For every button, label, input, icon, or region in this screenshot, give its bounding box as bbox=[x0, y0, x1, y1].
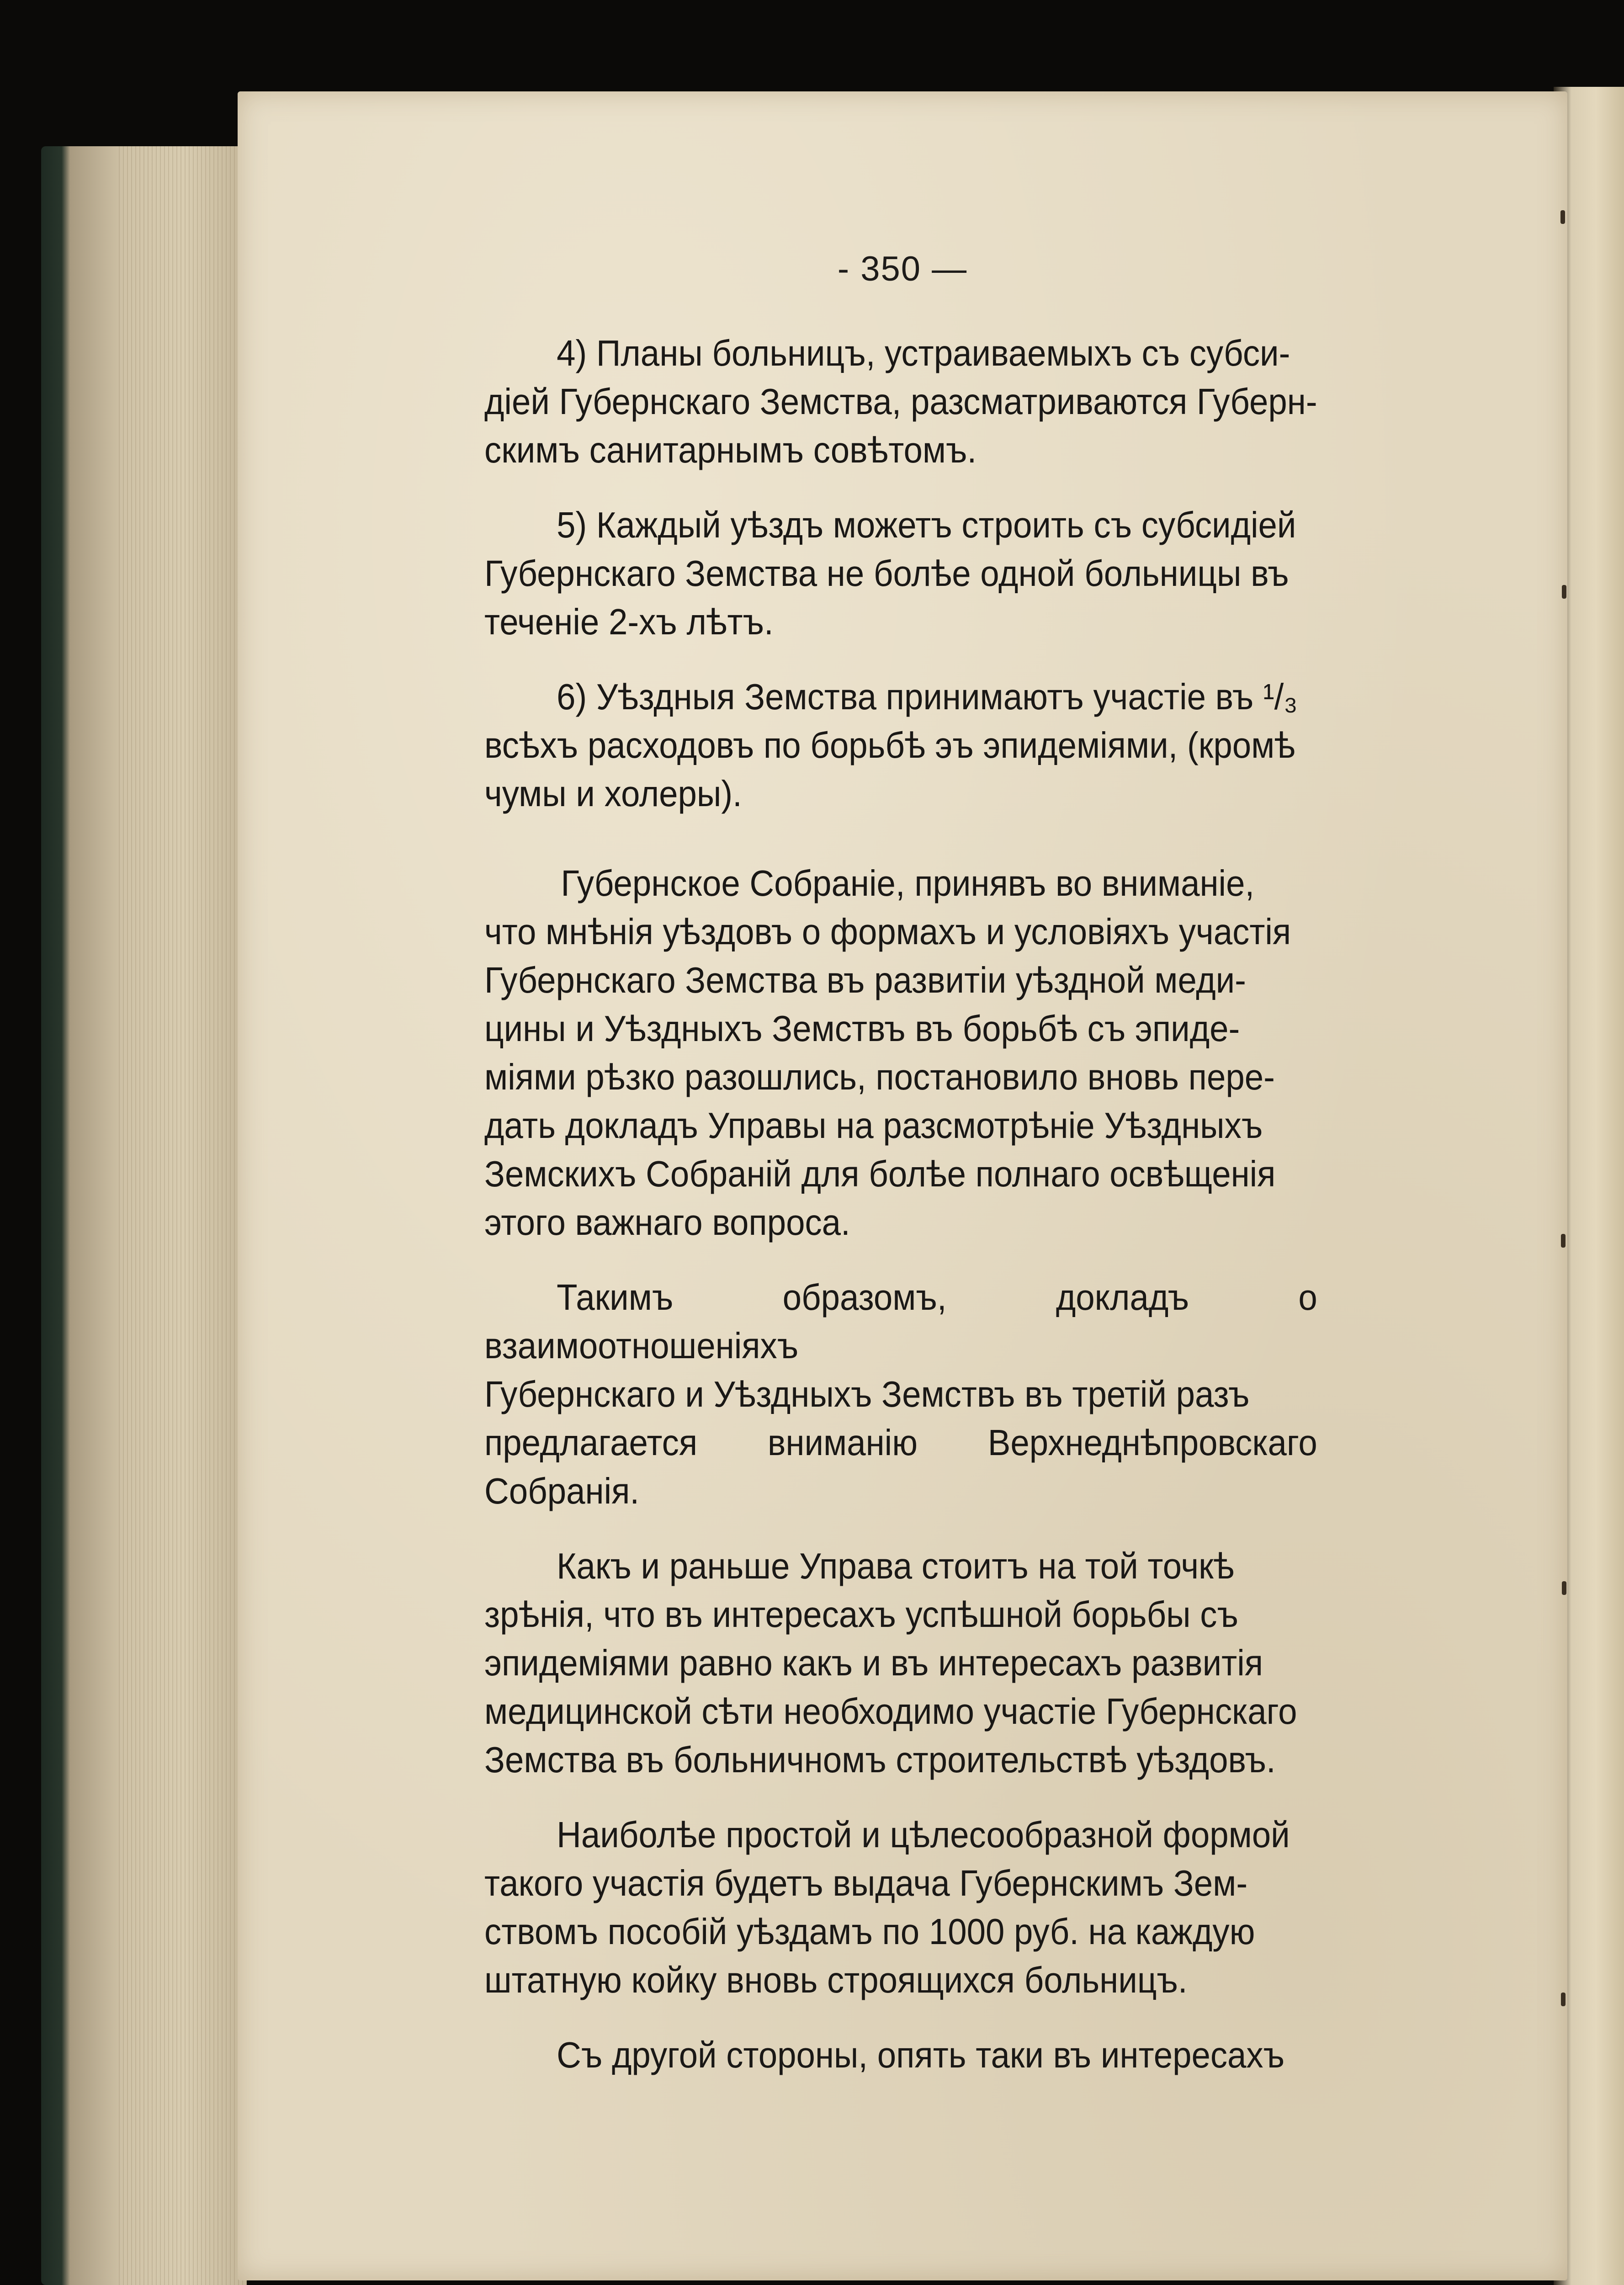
text-line: 5) Каждый уѣздъ можетъ строить съ субсидіей bbox=[557, 505, 1296, 545]
text-line: теченіе 2-хъ лѣтъ. bbox=[484, 601, 774, 642]
text-line: 6) Уѣздныя Земства принимаютъ участіе въ ¹/₃ bbox=[557, 676, 1298, 717]
text-line: цины и Уѣздныхъ Земствъ въ борьбѣ съ эпиде- bbox=[484, 1008, 1240, 1049]
text-line: 4) Планы больницъ, устраиваемыхъ съ субси- bbox=[557, 333, 1290, 373]
paragraph-item-6 bbox=[484, 673, 1317, 818]
binding-thread-mark bbox=[1561, 1234, 1566, 1248]
text-line: что мнѣнія уѣздовъ о формахъ и условіяхъ участія bbox=[484, 911, 1291, 952]
text-line: дать докладъ Управы на разсмотрѣніе Уѣздныхъ bbox=[484, 1105, 1263, 1146]
text-line: Губернскаго Земства не болѣе одной больницы въ bbox=[484, 553, 1289, 594]
paragraph-simplest bbox=[484, 1811, 1317, 2004]
text-line: всѣхъ расходовъ по борьбѣ эъ эпидеміями, (кромѣ bbox=[484, 725, 1295, 765]
page-text bbox=[484, 329, 1590, 2106]
text-line: Губернскаго Земства въ развитіи уѣздной меди- bbox=[484, 960, 1246, 1000]
paragraph-item-5 bbox=[484, 501, 1317, 646]
text-line: Съ другой стороны, опять таки въ интересахъ bbox=[557, 2035, 1285, 2075]
paragraph-as-before bbox=[484, 1542, 1317, 1784]
binding-thread-mark bbox=[1561, 1993, 1566, 2006]
binding-thread-mark bbox=[1560, 210, 1565, 224]
text-line: штатную койку вновь строящихся больницъ. bbox=[484, 1960, 1188, 2000]
paragraph-other-side bbox=[484, 2031, 1317, 2079]
text-line: зрѣнія, что въ интересахъ успѣшной борьбы съ bbox=[484, 1594, 1238, 1635]
text-line: ствомъ пособій уѣздамъ по 1000 руб. на каждую bbox=[484, 1911, 1255, 1952]
text-line: этого важнаго вопроса. bbox=[484, 1202, 850, 1243]
text-line: скимъ санитарнымъ совѣтомъ. bbox=[484, 430, 977, 470]
binding-thread-mark bbox=[1562, 585, 1566, 599]
text-line: предлагается вниманію Верхнеднѣпровскаго Собранія. bbox=[484, 1422, 1317, 1511]
text-line: Губернское Собраніе, принявъ во вниманіе, bbox=[561, 863, 1255, 903]
text-line: діей Губернскаго Земства, разсматриваются Губерн- bbox=[484, 381, 1317, 422]
paragraph-thus bbox=[484, 1273, 1317, 1515]
binding-thread-mark bbox=[1562, 1581, 1566, 1595]
text-line: міями рѣзко разошлись, постановило вновь пере- bbox=[484, 1057, 1275, 1097]
text-line: Губернскаго и Уѣздныхъ Земствъ въ третій разъ bbox=[484, 1374, 1250, 1414]
book-page bbox=[238, 91, 1567, 2280]
book-page-edges-left bbox=[41, 146, 247, 2285]
paragraph-item-4 bbox=[484, 329, 1317, 474]
text-line: медицинской сѣти необходимо участіе Губернскаго bbox=[484, 1691, 1297, 1732]
text-line: Такимъ образомъ, докладъ о взаимоотношеніяхъ bbox=[484, 1277, 1317, 1366]
text-line: Земскихъ Собраній для болѣе полнаго освѣщенія bbox=[484, 1153, 1276, 1194]
text-line: такого участія будетъ выдача Губернскимъ Зем- bbox=[484, 1863, 1248, 1903]
text-line: Земства въ больничномъ строительствѣ уѣздовъ. bbox=[484, 1739, 1276, 1780]
text-line: Наиболѣе простой и цѣлесообразной формой bbox=[557, 1814, 1290, 1855]
paragraph-assembly bbox=[484, 859, 1317, 1247]
text-line: эпидеміями равно какъ и въ интересахъ развитія bbox=[484, 1642, 1263, 1683]
text-line: Какъ и раньше Управа стоитъ на той точкѣ bbox=[557, 1546, 1235, 1586]
text-line: чумы и холеры). bbox=[484, 773, 742, 814]
page-number: - 350 — bbox=[837, 250, 968, 288]
